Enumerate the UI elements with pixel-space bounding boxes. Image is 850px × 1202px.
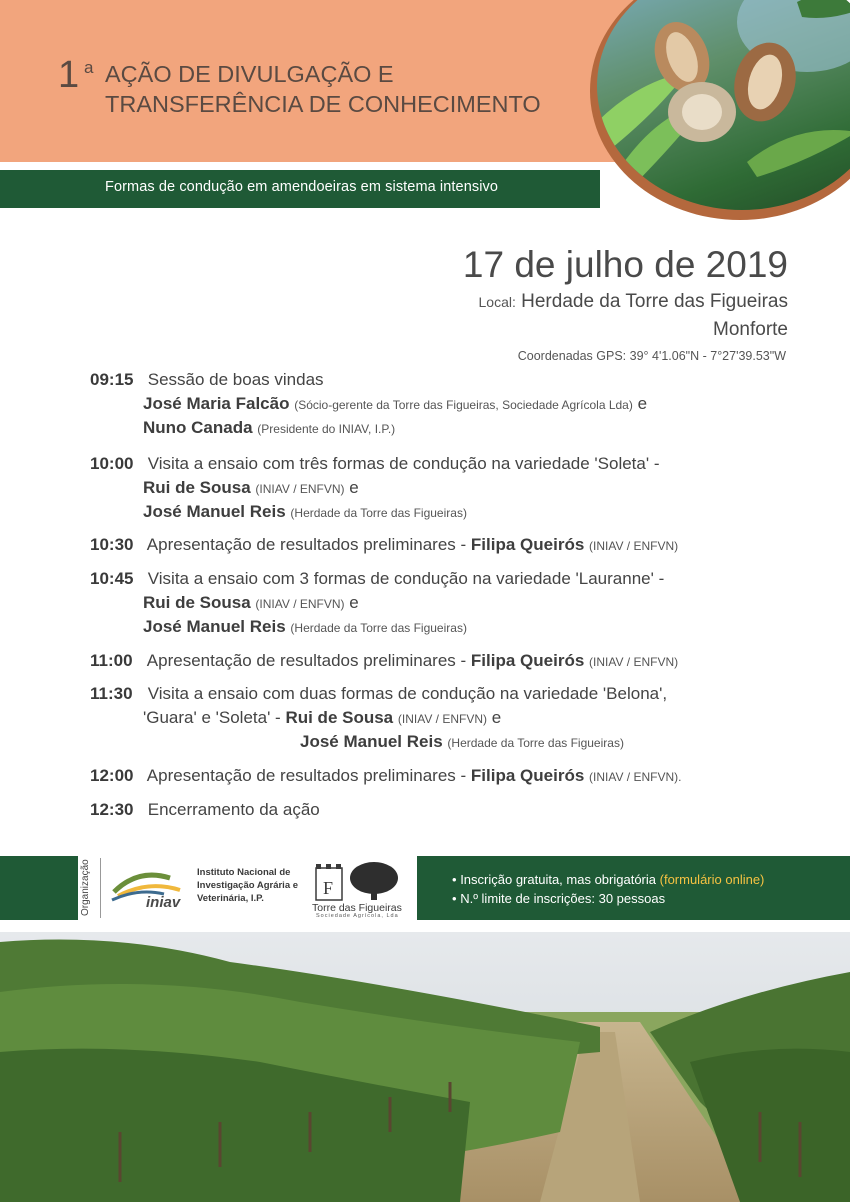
speaker-affiliation: (Sócio-gerente da Torre das Figueiras, Sociedade Agrícola Lda) [294,398,633,412]
agenda-time: 10:45 [90,569,134,588]
speaker-affiliation: (Presidente do INIAV, I.P.) [257,422,396,436]
iniav-name-line: Veterinária, I.P. [197,893,264,904]
speaker-affiliation: (INIAV / ENFVN). [589,770,682,784]
speaker-name: Rui de Sousa [143,478,251,497]
tower-and-tree-icon [312,860,404,902]
agenda-text-continued: 'Guara' e 'Soleta' - [143,708,286,727]
speaker-join: e [349,478,359,497]
agenda-time: 10:30 [90,535,134,554]
title-ordinal-number: 1 [58,54,80,96]
orchard-photo-image [0,932,850,1202]
speaker-affiliation: (INIAV / ENFVN) [589,655,679,669]
agenda-text: Apresentação de resultados preliminares - [146,535,471,554]
agenda-text: Apresentação de resultados preliminares - [146,651,471,670]
agenda-time: 12:00 [90,766,134,785]
speaker-affiliation: (INIAV / ENFVN) [255,597,345,611]
location-place: Herdade da Torre das Figueiras [521,291,788,312]
almond-photo [590,0,850,220]
iniav-logo [108,864,194,914]
agenda-time: 12:30 [90,800,134,819]
iniav-logo-text: iniav [146,894,181,911]
agenda-item [90,682,667,706]
speaker-affiliation: (INIAV / ENFVN) [589,539,679,553]
speaker-name: Filipa Queirós [470,766,585,785]
organization-label: Organização [80,859,91,917]
speaker-affiliation: (Herdade da Torre das Figueiras) [290,621,467,635]
footer-band-right [417,856,850,920]
torre-name: Torre das Figueiras [312,902,402,914]
agenda-speaker-line [143,706,501,731]
speaker-join: e [637,394,648,413]
organization-divider [100,858,101,918]
speaker-name: José Manuel Reis [143,502,286,521]
title-line-2: TRANSFERÊNCIA DE CONHECIMENTO [105,91,541,117]
registration-info [452,872,764,887]
speaker-name: Rui de Sousa [285,708,394,727]
event-location [479,291,789,313]
agenda-speaker-line [143,476,359,501]
bullet-icon: • [452,872,457,887]
registration-text: Inscrição gratuita, mas obrigatória [460,872,660,887]
agenda-item [90,533,678,558]
torre-subtitle: Sociedade Agrícola, Lda [316,913,399,919]
agenda-item [90,567,664,591]
title-line-1: AÇÃO DE DIVULGAÇÃO E [105,61,394,87]
agenda-item [90,649,678,674]
agenda-text: Visita a ensaio com duas formas de condução na variedade 'Belona', [147,684,668,703]
agenda-time: 11:30 [90,684,133,703]
footer-band-left [0,856,78,920]
agenda-item [90,798,320,822]
speaker-affiliation: (INIAV / ENFVN) [255,482,345,496]
speaker-affiliation: (Herdade da Torre das Figueiras) [290,506,467,520]
agenda-speaker-line [300,730,624,755]
agenda-item [90,764,681,789]
gps-coordinates: Coordenadas GPS: 39° 4'1.06"N - 7°27'39.53"W [517,349,786,363]
agenda-item [90,452,659,476]
iniav-name-line: Instituto Nacional de [197,867,291,878]
agenda-speaker-line [143,615,467,640]
almond-photo-image [597,0,850,210]
agenda-speaker-line [143,500,467,525]
torre-das-figueiras-logo [312,860,404,902]
registration-limit-text: N.º limite de inscrições: 30 pessoas [460,891,666,906]
agenda-text: Encerramento da ação [147,800,320,819]
speaker-name: José Manuel Reis [143,617,286,636]
iniav-name-line: Investigação Agrária e [197,880,299,891]
event-date: 17 de julho de 2019 [462,244,788,285]
agenda-text: Apresentação de resultados preliminares - [146,766,471,785]
speaker-join: e [491,708,502,727]
agenda-text: Visita a ensaio com três formas de condução na variedade 'Soleta' - [147,454,660,473]
subtitle: Formas de condução em amendoeiras em sistema intensivo [105,179,499,195]
speaker-join: e [349,593,359,612]
agenda-item [90,368,324,392]
agenda-text: Visita a ensaio com 3 formas de condução na variedade 'Lauranne' - [147,569,665,588]
agenda-speaker-line [143,392,647,417]
bullet-icon: • [452,891,457,906]
orchard-photo [0,932,850,1202]
agenda-speaker-line [143,591,359,616]
iniav-name [197,866,298,905]
registration-limit [452,891,665,906]
agenda-text: Sessão de boas vindas [147,370,324,389]
svg-text:F: F [323,878,334,898]
agenda-time: 11:00 [90,651,133,670]
online-form-link[interactable]: (formulário online) [659,872,765,887]
speaker-name: Filipa Queirós [470,651,585,670]
speaker-name: Nuno Canada [143,418,253,437]
speaker-name: José Manuel Reis [300,732,443,751]
speaker-affiliation: (Herdade da Torre das Figueiras) [447,736,624,750]
agenda-time: 09:15 [90,370,134,389]
speaker-affiliation: (INIAV / ENFVN) [397,712,487,726]
location-label: Local: [478,294,516,310]
agenda-speaker-line [143,416,395,441]
speaker-name: Filipa Queirós [470,535,585,554]
speaker-name: José Maria Falcão [143,394,290,413]
agenda-time: 10:00 [90,454,134,473]
event-town: Monforte [713,319,788,340]
title-ordinal-superscript: a [84,58,94,77]
speaker-name: Rui de Sousa [143,593,251,612]
